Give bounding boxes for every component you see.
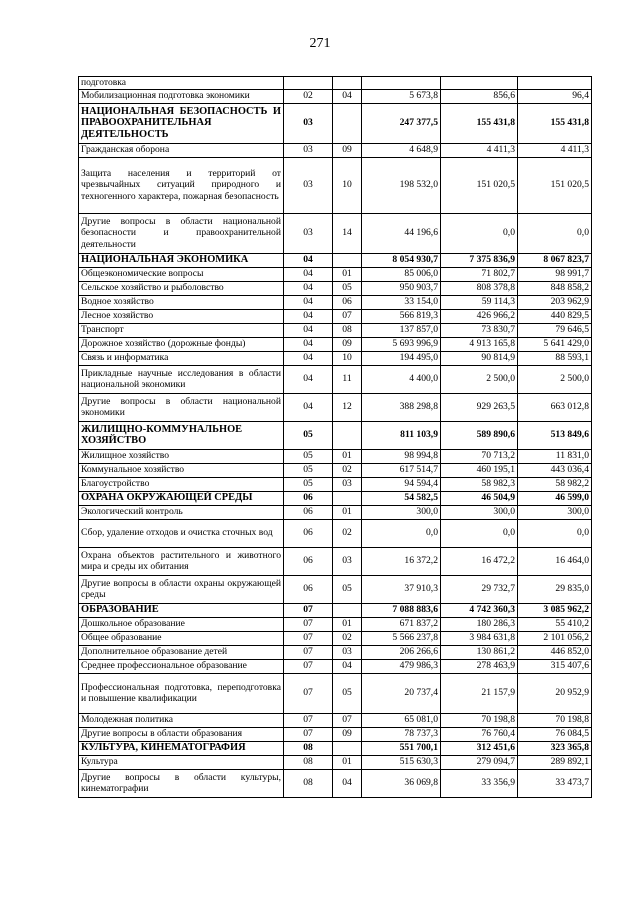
section-code: 04 bbox=[284, 267, 333, 281]
table-row bbox=[79, 213, 592, 253]
section-code: 07 bbox=[284, 645, 333, 659]
amount-year-1: 44 196,6 bbox=[362, 213, 441, 253]
subsection-code: 04 bbox=[333, 89, 362, 103]
amount-year-3: 3 085 962,2 bbox=[518, 603, 592, 617]
amount-year-2: 856,6 bbox=[441, 89, 518, 103]
table-row bbox=[79, 769, 592, 797]
table-row bbox=[79, 645, 592, 659]
amount-year-2: 73 830,7 bbox=[441, 323, 518, 337]
section-code: 05 bbox=[284, 477, 333, 491]
section-code: 04 bbox=[284, 281, 333, 295]
amount-year-1: 198 532,0 bbox=[362, 157, 441, 213]
amount-year-3: 88 593,1 bbox=[518, 351, 592, 365]
amount-year-3: 98 991,7 bbox=[518, 267, 592, 281]
amount-year-1: 94 594,4 bbox=[362, 477, 441, 491]
amount-year-3: 300,0 bbox=[518, 505, 592, 519]
subsection-code: 08 bbox=[333, 323, 362, 337]
subsection-code: 02 bbox=[333, 631, 362, 645]
amount-year-1: 479 986,3 bbox=[362, 659, 441, 673]
section-code: 04 bbox=[284, 351, 333, 365]
amount-year-1: 20 737,4 bbox=[362, 673, 441, 713]
amount-year-2: 33 356,9 bbox=[441, 769, 518, 797]
amount-year-2: 2 500,0 bbox=[441, 365, 518, 393]
section-code: 08 bbox=[284, 755, 333, 769]
table-row bbox=[79, 365, 592, 393]
amount-year-3: 848 858,2 bbox=[518, 281, 592, 295]
amount-year-3: 151 020,5 bbox=[518, 157, 592, 213]
amount-year-3: 440 829,5 bbox=[518, 309, 592, 323]
amount-year-2: 460 195,1 bbox=[441, 463, 518, 477]
budget-table bbox=[78, 76, 592, 798]
subsection-code: 04 bbox=[333, 659, 362, 673]
expense-name: Защита населения и территорий от чрезвычайных ситуаций природного и техногенного характера, пожарная безопасность bbox=[79, 157, 284, 213]
expense-name: НАЦИОНАЛЬНАЯ БЕЗОПАСНОСТЬ И ПРАВООХРАНИТЕЛЬНАЯ ДЕЯТЕЛЬНОСТЬ bbox=[79, 103, 284, 143]
amount-year-3: 55 410,2 bbox=[518, 617, 592, 631]
expense-name: Благоустройство bbox=[79, 477, 284, 491]
amount-year-2: 59 114,3 bbox=[441, 295, 518, 309]
amount-year-3: 16 464,0 bbox=[518, 547, 592, 575]
amount-year-3: 323 365,8 bbox=[518, 741, 592, 755]
subsection-code: 14 bbox=[333, 213, 362, 253]
subsection-code bbox=[333, 603, 362, 617]
amount-year-3: 46 599,0 bbox=[518, 491, 592, 505]
section-row bbox=[79, 253, 592, 267]
budget-table-body bbox=[79, 77, 592, 798]
subsection-code: 11 bbox=[333, 365, 362, 393]
amount-year-1: 194 495,0 bbox=[362, 351, 441, 365]
subsection-code: 07 bbox=[333, 309, 362, 323]
expense-name: Общее образование bbox=[79, 631, 284, 645]
expense-name: Другие вопросы в области охраны окружающей среды bbox=[79, 575, 284, 603]
section-code: 04 bbox=[284, 323, 333, 337]
expense-name: подготовка bbox=[79, 77, 284, 90]
amount-year-2: 300,0 bbox=[441, 505, 518, 519]
amount-year-1: 5 673,8 bbox=[362, 89, 441, 103]
section-code: 06 bbox=[284, 505, 333, 519]
section-code: 07 bbox=[284, 631, 333, 645]
amount-year-1: 300,0 bbox=[362, 505, 441, 519]
amount-year-2: 155 431,8 bbox=[441, 103, 518, 143]
subsection-code bbox=[333, 421, 362, 449]
table-row bbox=[79, 519, 592, 547]
expense-name: Транспорт bbox=[79, 323, 284, 337]
subsection-code: 05 bbox=[333, 281, 362, 295]
amount-year-3: 11 831,0 bbox=[518, 449, 592, 463]
amount-year-2: 278 463,9 bbox=[441, 659, 518, 673]
section-code: 05 bbox=[284, 421, 333, 449]
amount-year-1: 247 377,5 bbox=[362, 103, 441, 143]
section-row bbox=[79, 741, 592, 755]
section-code: 07 bbox=[284, 659, 333, 673]
section-code: 04 bbox=[284, 337, 333, 351]
subsection-code: 09 bbox=[333, 143, 362, 157]
amount-year-1: 4 400,0 bbox=[362, 365, 441, 393]
subsection-code: 01 bbox=[333, 617, 362, 631]
amount-year-1: 617 514,7 bbox=[362, 463, 441, 477]
table-row bbox=[79, 673, 592, 713]
section-row bbox=[79, 603, 592, 617]
amount-year-3: 203 962,9 bbox=[518, 295, 592, 309]
section-code: 03 bbox=[284, 143, 333, 157]
amount-year-3: 513 849,6 bbox=[518, 421, 592, 449]
subsection-code: 10 bbox=[333, 157, 362, 213]
subsection-code: 02 bbox=[333, 463, 362, 477]
amount-year-1: 33 154,0 bbox=[362, 295, 441, 309]
section-code: 07 bbox=[284, 713, 333, 727]
amount-year-2: 7 375 836,9 bbox=[441, 253, 518, 267]
expense-name: Другие вопросы в области национальной экономики bbox=[79, 393, 284, 421]
section-code: 07 bbox=[284, 617, 333, 631]
expense-name: Лесное хозяйство bbox=[79, 309, 284, 323]
amount-year-2 bbox=[441, 77, 518, 90]
expense-name: Сбор, удаление отходов и очистка сточных вод bbox=[79, 519, 284, 547]
amount-year-2: 151 020,5 bbox=[441, 157, 518, 213]
expense-name: Мобилизационная подготовка экономики bbox=[79, 89, 284, 103]
table-row bbox=[79, 295, 592, 309]
section-code: 05 bbox=[284, 449, 333, 463]
amount-year-1: 78 737,3 bbox=[362, 727, 441, 741]
amount-year-2: 46 504,9 bbox=[441, 491, 518, 505]
amount-year-1: 811 103,9 bbox=[362, 421, 441, 449]
amount-year-2: 312 451,6 bbox=[441, 741, 518, 755]
amount-year-2: 70 198,8 bbox=[441, 713, 518, 727]
expense-name: Среднее профессиональное образование bbox=[79, 659, 284, 673]
table-row bbox=[79, 157, 592, 213]
amount-year-1: 515 630,3 bbox=[362, 755, 441, 769]
subsection-code: 01 bbox=[333, 755, 362, 769]
table-row bbox=[79, 143, 592, 157]
expense-name: ЖИЛИЩНО-КОММУНАЛЬНОЕ ХОЗЯЙСТВО bbox=[79, 421, 284, 449]
section-code bbox=[284, 77, 333, 90]
expense-name: Водное хозяйство bbox=[79, 295, 284, 309]
amount-year-3: 2 101 056,2 bbox=[518, 631, 592, 645]
expense-name: Другие вопросы в области национальной безопасности и правоохранительной деятельности bbox=[79, 213, 284, 253]
amount-year-2: 70 713,2 bbox=[441, 449, 518, 463]
section-code: 03 bbox=[284, 103, 333, 143]
amount-year-1: 950 903,7 bbox=[362, 281, 441, 295]
section-code: 06 bbox=[284, 491, 333, 505]
amount-year-3: 5 641 429,0 bbox=[518, 337, 592, 351]
subsection-code: 07 bbox=[333, 713, 362, 727]
table-row bbox=[79, 393, 592, 421]
section-code: 04 bbox=[284, 253, 333, 267]
table-row bbox=[79, 463, 592, 477]
amount-year-2: 929 263,5 bbox=[441, 393, 518, 421]
expense-name: НАЦИОНАЛЬНАЯ ЭКОНОМИКА bbox=[79, 253, 284, 267]
table-row bbox=[79, 713, 592, 727]
table-row bbox=[79, 631, 592, 645]
section-row bbox=[79, 103, 592, 143]
subsection-code: 05 bbox=[333, 575, 362, 603]
expense-name: КУЛЬТУРА, КИНЕМАТОГРАФИЯ bbox=[79, 741, 284, 755]
expense-name: Профессиональная подготовка, переподготовка и повышение квалификации bbox=[79, 673, 284, 713]
amount-year-1: 206 266,6 bbox=[362, 645, 441, 659]
amount-year-3: 443 036,4 bbox=[518, 463, 592, 477]
amount-year-1: 5 566 237,8 bbox=[362, 631, 441, 645]
table-row bbox=[79, 323, 592, 337]
expense-name: Другие вопросы в области образования bbox=[79, 727, 284, 741]
amount-year-1: 388 298,8 bbox=[362, 393, 441, 421]
table-row bbox=[79, 267, 592, 281]
subsection-code: 09 bbox=[333, 727, 362, 741]
section-code: 07 bbox=[284, 673, 333, 713]
section-code: 08 bbox=[284, 769, 333, 797]
amount-year-2: 4 742 360,3 bbox=[441, 603, 518, 617]
subsection-code: 06 bbox=[333, 295, 362, 309]
amount-year-1: 36 069,8 bbox=[362, 769, 441, 797]
section-code: 07 bbox=[284, 603, 333, 617]
amount-year-3: 70 198,8 bbox=[518, 713, 592, 727]
amount-year-2: 0,0 bbox=[441, 519, 518, 547]
amount-year-2: 589 890,6 bbox=[441, 421, 518, 449]
table-row bbox=[79, 659, 592, 673]
amount-year-3: 0,0 bbox=[518, 213, 592, 253]
amount-year-2: 71 802,7 bbox=[441, 267, 518, 281]
subsection-code bbox=[333, 491, 362, 505]
amount-year-1: 671 837,2 bbox=[362, 617, 441, 631]
amount-year-1: 98 994,8 bbox=[362, 449, 441, 463]
amount-year-1: 54 582,5 bbox=[362, 491, 441, 505]
expense-name: Другие вопросы в области культуры, кинематографии bbox=[79, 769, 284, 797]
amount-year-3: 76 084,5 bbox=[518, 727, 592, 741]
expense-name: ОБРАЗОВАНИЕ bbox=[79, 603, 284, 617]
expense-name: Дополнительное образование детей bbox=[79, 645, 284, 659]
table-row bbox=[79, 547, 592, 575]
amount-year-1 bbox=[362, 77, 441, 90]
expense-name: Экологический контроль bbox=[79, 505, 284, 519]
subsection-code: 09 bbox=[333, 337, 362, 351]
table-row bbox=[79, 727, 592, 741]
subsection-code: 12 bbox=[333, 393, 362, 421]
section-code: 03 bbox=[284, 213, 333, 253]
expense-name: Культура bbox=[79, 755, 284, 769]
expense-name: Коммунальное хозяйство bbox=[79, 463, 284, 477]
amount-year-3: 96,4 bbox=[518, 89, 592, 103]
amount-year-3: 20 952,9 bbox=[518, 673, 592, 713]
expense-name: Общеэкономические вопросы bbox=[79, 267, 284, 281]
amount-year-3: 4 411,3 bbox=[518, 143, 592, 157]
table-row bbox=[79, 477, 592, 491]
section-code: 05 bbox=[284, 463, 333, 477]
table-row bbox=[79, 309, 592, 323]
amount-year-2: 3 984 631,8 bbox=[441, 631, 518, 645]
amount-year-2: 4 913 165,8 bbox=[441, 337, 518, 351]
amount-year-2: 21 157,9 bbox=[441, 673, 518, 713]
subsection-code bbox=[333, 253, 362, 267]
table-row bbox=[79, 575, 592, 603]
expense-name: Дошкольное образование bbox=[79, 617, 284, 631]
amount-year-3: 289 892,1 bbox=[518, 755, 592, 769]
amount-year-2: 130 861,2 bbox=[441, 645, 518, 659]
table-row bbox=[79, 617, 592, 631]
expense-name: Связь и информатика bbox=[79, 351, 284, 365]
expense-name: ОХРАНА ОКРУЖАЮЩЕЙ СРЕДЫ bbox=[79, 491, 284, 505]
amount-year-2: 279 094,7 bbox=[441, 755, 518, 769]
amount-year-1: 37 910,3 bbox=[362, 575, 441, 603]
expense-name: Жилищное хозяйство bbox=[79, 449, 284, 463]
amount-year-3 bbox=[518, 77, 592, 90]
expense-name: Охрана объектов растительного и животного мира и среды их обитания bbox=[79, 547, 284, 575]
expense-name: Гражданская оборона bbox=[79, 143, 284, 157]
expense-name: Сельское хозяйство и рыболовство bbox=[79, 281, 284, 295]
subsection-code bbox=[333, 741, 362, 755]
amount-year-3: 58 982,2 bbox=[518, 477, 592, 491]
amount-year-3: 79 646,5 bbox=[518, 323, 592, 337]
table-row bbox=[79, 449, 592, 463]
page-number: 271 bbox=[309, 36, 331, 51]
amount-year-1: 551 700,1 bbox=[362, 741, 441, 755]
amount-year-3: 29 835,0 bbox=[518, 575, 592, 603]
amount-year-1: 0,0 bbox=[362, 519, 441, 547]
subsection-code: 02 bbox=[333, 519, 362, 547]
section-code: 08 bbox=[284, 741, 333, 755]
section-code: 04 bbox=[284, 365, 333, 393]
amount-year-2: 0,0 bbox=[441, 213, 518, 253]
amount-year-1: 5 693 996,9 bbox=[362, 337, 441, 351]
amount-year-2: 76 760,4 bbox=[441, 727, 518, 741]
subsection-code: 03 bbox=[333, 645, 362, 659]
amount-year-1: 7 088 883,6 bbox=[362, 603, 441, 617]
section-code: 03 bbox=[284, 157, 333, 213]
subsection-code bbox=[333, 77, 362, 90]
table-row bbox=[79, 89, 592, 103]
table-row bbox=[79, 755, 592, 769]
expense-name: Молодежная политика bbox=[79, 713, 284, 727]
amount-year-2: 16 472,2 bbox=[441, 547, 518, 575]
subsection-code: 01 bbox=[333, 505, 362, 519]
amount-year-1: 4 648,9 bbox=[362, 143, 441, 157]
subsection-code: 03 bbox=[333, 547, 362, 575]
amount-year-2: 4 411,3 bbox=[441, 143, 518, 157]
section-code: 06 bbox=[284, 519, 333, 547]
amount-year-1: 137 857,0 bbox=[362, 323, 441, 337]
amount-year-3: 155 431,8 bbox=[518, 103, 592, 143]
section-code: 06 bbox=[284, 575, 333, 603]
amount-year-1: 16 372,2 bbox=[362, 547, 441, 575]
amount-year-1: 566 819,3 bbox=[362, 309, 441, 323]
subsection-code bbox=[333, 103, 362, 143]
amount-year-2: 180 286,3 bbox=[441, 617, 518, 631]
section-code: 04 bbox=[284, 309, 333, 323]
section-code: 04 bbox=[284, 393, 333, 421]
table-row bbox=[79, 505, 592, 519]
section-code: 04 bbox=[284, 295, 333, 309]
subsection-code: 01 bbox=[333, 449, 362, 463]
amount-year-2: 90 814,9 bbox=[441, 351, 518, 365]
amount-year-3: 8 067 823,7 bbox=[518, 253, 592, 267]
amount-year-3: 0,0 bbox=[518, 519, 592, 547]
amount-year-1: 65 081,0 bbox=[362, 713, 441, 727]
table-row bbox=[79, 77, 592, 90]
amount-year-2: 808 378,8 bbox=[441, 281, 518, 295]
amount-year-1: 85 006,0 bbox=[362, 267, 441, 281]
section-code: 07 bbox=[284, 727, 333, 741]
subsection-code: 05 bbox=[333, 673, 362, 713]
subsection-code: 10 bbox=[333, 351, 362, 365]
expense-name: Дорожное хозяйство (дорожные фонды) bbox=[79, 337, 284, 351]
subsection-code: 03 bbox=[333, 477, 362, 491]
subsection-code: 04 bbox=[333, 769, 362, 797]
amount-year-2: 58 982,3 bbox=[441, 477, 518, 491]
section-code: 02 bbox=[284, 89, 333, 103]
subsection-code: 01 bbox=[333, 267, 362, 281]
section-code: 06 bbox=[284, 547, 333, 575]
amount-year-3: 446 852,0 bbox=[518, 645, 592, 659]
amount-year-3: 663 012,8 bbox=[518, 393, 592, 421]
section-row bbox=[79, 491, 592, 505]
section-row bbox=[79, 421, 592, 449]
amount-year-3: 33 473,7 bbox=[518, 769, 592, 797]
amount-year-1: 8 054 930,7 bbox=[362, 253, 441, 267]
amount-year-2: 29 732,7 bbox=[441, 575, 518, 603]
amount-year-3: 315 407,6 bbox=[518, 659, 592, 673]
table-row bbox=[79, 351, 592, 365]
amount-year-3: 2 500,0 bbox=[518, 365, 592, 393]
amount-year-2: 426 966,2 bbox=[441, 309, 518, 323]
expense-name: Прикладные научные исследования в области национальной экономики bbox=[79, 365, 284, 393]
table-row bbox=[79, 281, 592, 295]
table-row bbox=[79, 337, 592, 351]
